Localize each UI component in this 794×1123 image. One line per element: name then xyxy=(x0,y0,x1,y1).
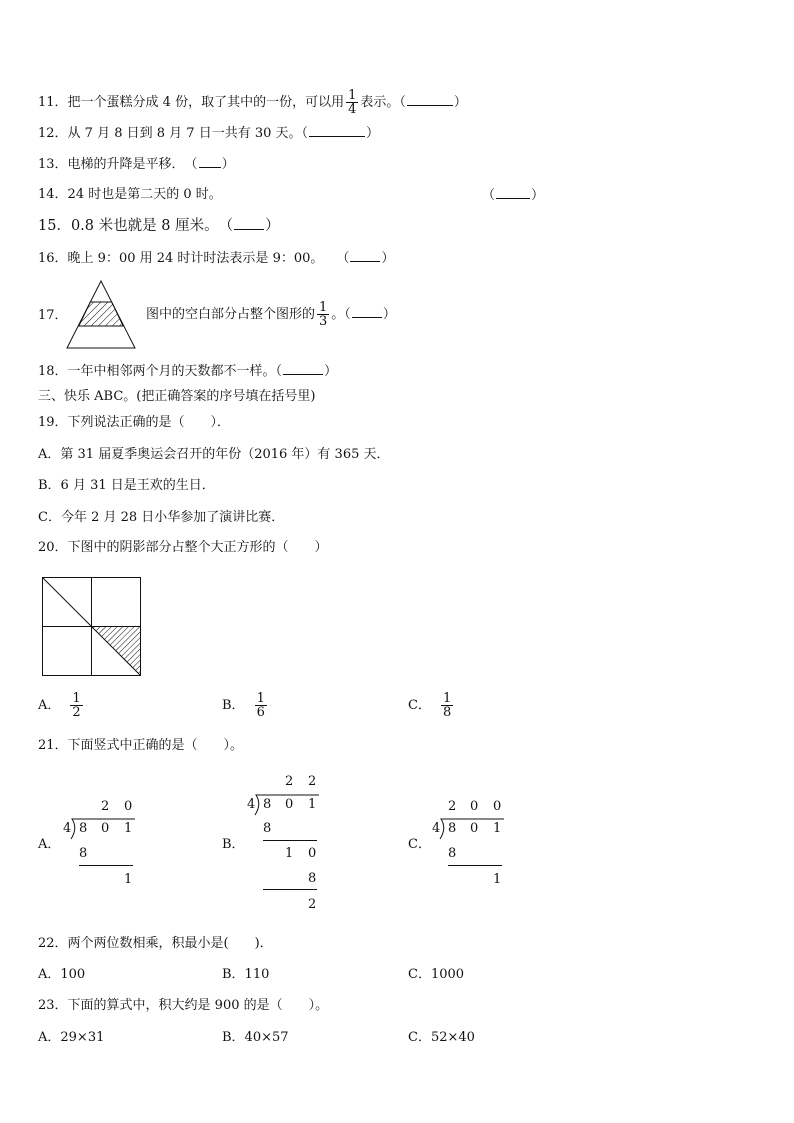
question-19: 19．下列说法正确的是（ ）． xyxy=(38,415,231,430)
question-number: 18． xyxy=(38,364,68,379)
divisor: 4 xyxy=(247,797,256,812)
close-paren: ） xyxy=(453,95,467,110)
q23-option-a[interactable]: A．29×31 xyxy=(38,1030,105,1045)
q22-option-b[interactable]: B．110 xyxy=(222,967,270,982)
quotient-digit: 0 xyxy=(470,799,479,814)
section-heading: 三、快乐 ABC。(把正确答案的序号填在括号里) xyxy=(38,389,316,404)
q20-option-c[interactable] xyxy=(408,692,455,719)
fraction xyxy=(70,692,82,719)
q20-option-a[interactable] xyxy=(38,692,85,719)
question-number: 12． xyxy=(38,126,68,141)
question-text-end: 表示。（ xyxy=(360,95,406,110)
q22-option-c[interactable]: C．1000 xyxy=(408,967,465,982)
divisor: 4 xyxy=(63,821,72,836)
answer-blank[interactable] xyxy=(407,94,453,106)
remainder: 1 xyxy=(124,872,133,887)
division-line xyxy=(448,865,502,866)
dividend-digit: 1 xyxy=(493,821,502,836)
dividend-digit: 0 xyxy=(285,797,294,812)
dividend-digit: 8 xyxy=(79,821,88,836)
q23-option-b[interactable]: B．40×57 xyxy=(222,1030,289,1045)
fraction-denominator: 6 xyxy=(256,705,265,720)
triangle-figure xyxy=(66,280,136,350)
subtrahend: 8 xyxy=(448,846,457,861)
option-label: C． xyxy=(408,698,431,713)
question-17-number xyxy=(38,308,68,324)
answer-blank[interactable] xyxy=(199,156,221,168)
question-14-answer xyxy=(482,187,544,204)
question-number: 14． xyxy=(38,187,68,202)
question-text: 把一个蛋糕分成 4 份，取了其中的一份，可以用 xyxy=(67,95,345,110)
question-text: 一年中相邻两个月的天数都不一样。（ xyxy=(67,364,283,379)
q23-option-c[interactable]: C．52×40 xyxy=(408,1030,475,1045)
quotient-digit: 2 xyxy=(101,799,110,814)
close-paren: ） xyxy=(366,126,380,141)
q21-option-b-label[interactable]: B． xyxy=(222,837,245,852)
dividend-digit: 1 xyxy=(124,821,133,836)
subtrahend: 8 xyxy=(308,871,317,886)
quotient-digit: 2 xyxy=(308,774,317,789)
question-21: 21．下面竖式中正确的是（ ）。 xyxy=(38,738,244,753)
remainder: 1 xyxy=(493,872,502,887)
question-text: 0.8 米也就是 8 厘米。 （ xyxy=(70,218,234,234)
quotient-digit: 0 xyxy=(493,799,502,814)
dividend-digit: 1 xyxy=(308,797,317,812)
dividend-digit: 0 xyxy=(470,821,479,836)
fraction-numerator: 1 xyxy=(319,300,328,315)
q21-option-a-label[interactable]: A． xyxy=(38,837,61,852)
divisor: 4 xyxy=(432,821,441,836)
answer-blank[interactable] xyxy=(234,218,264,230)
question-number: 17． xyxy=(38,308,68,323)
close-paren: ） xyxy=(265,218,280,234)
quotient-digit: 0 xyxy=(124,799,133,814)
question-11 xyxy=(38,89,467,116)
dividend-digit: 8 xyxy=(263,797,272,812)
option-a[interactable]: A．第 31 届夏季奥运会召开的年份（2016 年）有 365 天． xyxy=(38,447,390,462)
fraction-numerator: 1 xyxy=(442,691,452,706)
question-text: 24 时也是第二天的 0 时。 xyxy=(67,187,222,202)
q22-option-a[interactable]: A．100 xyxy=(38,967,86,982)
fraction-denominator: 2 xyxy=(72,705,81,720)
question-23: 23．下面的算式中，积大约是 900 的是（ ）。 xyxy=(38,998,329,1013)
question-13 xyxy=(38,156,235,173)
question-18 xyxy=(38,363,337,380)
open-paren: （ xyxy=(482,188,496,203)
question-12 xyxy=(38,125,379,142)
option-label: A． xyxy=(38,698,61,713)
question-22: 22．两个两位数相乘，积最小是( )． xyxy=(38,936,273,951)
close-paren: ） xyxy=(531,188,545,203)
question-number: 15． xyxy=(38,218,71,234)
shaded-band xyxy=(79,302,123,326)
fraction-numerator: 1 xyxy=(256,691,265,706)
question-number: 11． xyxy=(38,95,68,110)
question-text: 电梯的升降是平移． （ xyxy=(67,157,198,172)
partial-digit: 0 xyxy=(308,846,317,861)
subtrahend: 8 xyxy=(79,846,88,861)
question-text: 图中的空白部分占整个图形的 xyxy=(146,307,316,322)
square-figure xyxy=(42,577,142,677)
close-paren: ） xyxy=(324,364,338,379)
answer-blank[interactable] xyxy=(496,187,530,199)
division-line xyxy=(263,840,317,841)
answer-blank[interactable] xyxy=(283,363,323,375)
answer-blank[interactable] xyxy=(352,306,382,318)
answer-blank[interactable] xyxy=(309,125,365,137)
fraction-denominator: 3 xyxy=(319,314,328,329)
fraction-one-quarter xyxy=(346,89,358,116)
question-14 xyxy=(38,187,222,203)
fraction-denominator: 4 xyxy=(348,102,357,117)
question-15 xyxy=(38,218,280,234)
fraction-numerator: 1 xyxy=(348,88,357,103)
question-text: 从 7 月 8 日到 8 月 7 日一共有 30 天。（ xyxy=(67,126,308,141)
division-line xyxy=(79,865,133,866)
fraction-one-third xyxy=(317,301,329,328)
q21-option-c-label[interactable]: C． xyxy=(408,837,431,852)
remainder: 2 xyxy=(308,897,317,912)
close-paren: ） xyxy=(382,307,396,322)
question-16 xyxy=(38,250,394,267)
option-c[interactable]: C．今年 2 月 28 日小华参加了演讲比赛． xyxy=(38,510,285,525)
option-b[interactable]: B．6 月 31 日是王欢的生日． xyxy=(38,478,215,493)
fraction xyxy=(441,692,453,719)
question-number: 13． xyxy=(38,157,68,172)
q20-option-b[interactable] xyxy=(222,692,269,719)
question-20: 20．下图中的阴影部分占整个大正方形的（ ） xyxy=(38,540,328,555)
question-text-end: 。（ xyxy=(331,307,351,322)
close-paren: ） xyxy=(221,157,235,172)
option-label: B． xyxy=(222,698,245,713)
dividend-digit: 8 xyxy=(448,821,457,836)
close-paren: ） xyxy=(381,251,395,266)
division-line xyxy=(263,889,317,890)
question-text: 晚上 9：00 用 24 时计时法表示是 9：00。 （ xyxy=(67,251,350,266)
question-17 xyxy=(146,300,396,330)
fraction xyxy=(255,692,267,719)
dividend-digit: 0 xyxy=(101,821,110,836)
fraction-denominator: 8 xyxy=(442,705,452,720)
subtrahend: 8 xyxy=(263,821,272,836)
partial-digit: 1 xyxy=(285,846,294,861)
fraction-numerator: 1 xyxy=(72,691,81,706)
quotient-digit: 2 xyxy=(448,799,457,814)
question-number: 16． xyxy=(38,251,68,266)
answer-blank[interactable] xyxy=(350,250,380,262)
quotient-digit: 2 xyxy=(285,774,294,789)
